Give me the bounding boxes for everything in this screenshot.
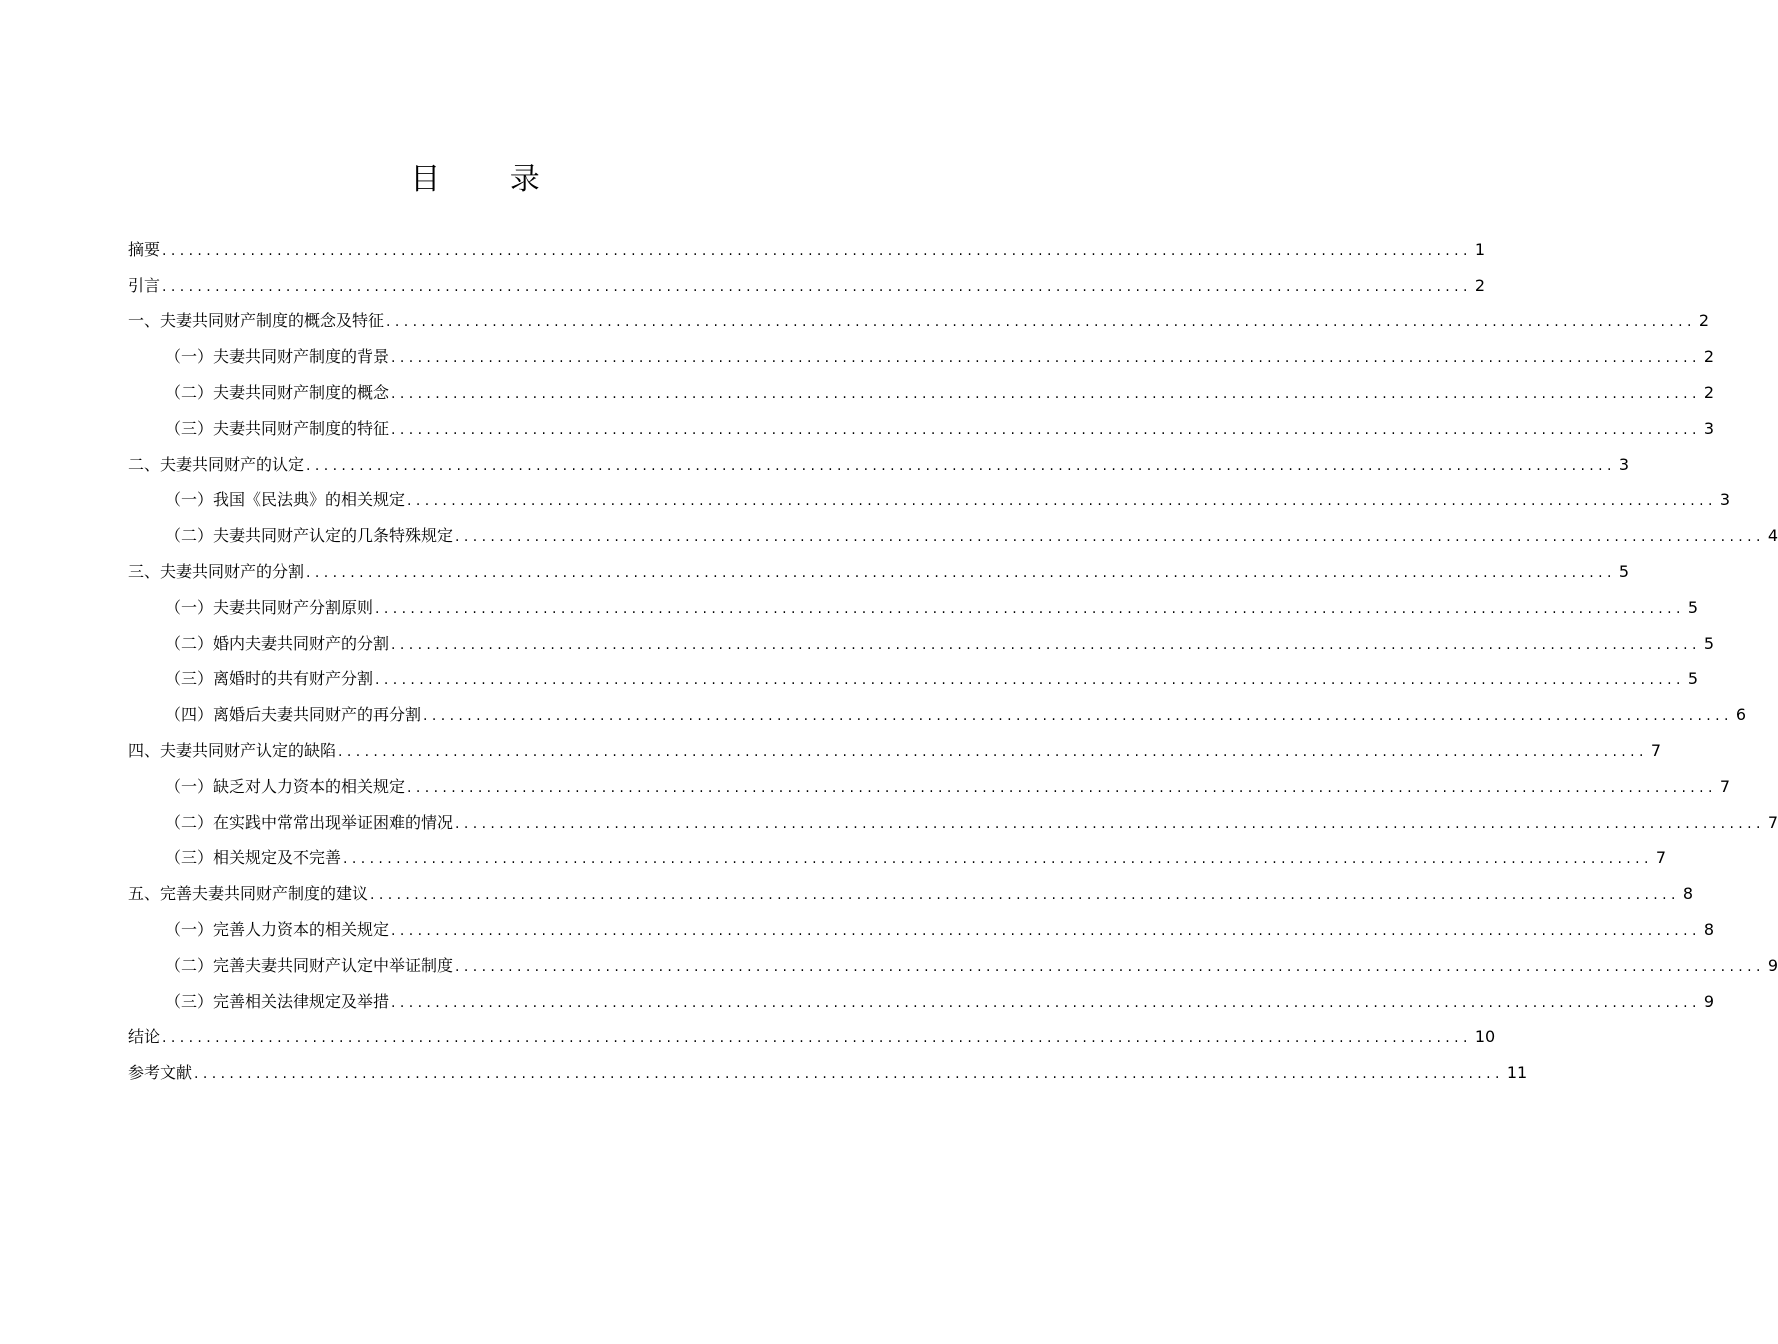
toc-entry-label: 二、夫妻共同财产的认定 — [128, 454, 305, 474]
toc-entry[interactable] — [128, 445, 1630, 481]
toc-dot-leader: .................................................................................................................................................... — [370, 887, 1680, 904]
toc-dot-leader: .................................................................................................................................................... — [343, 851, 1653, 868]
toc-entry[interactable] — [128, 552, 1630, 588]
toc-dot-leader: .................................................................................................................................................... — [391, 994, 1701, 1011]
toc-entry[interactable] — [128, 481, 1731, 517]
toc-dot-leader: .................................................................................................................................................... — [391, 350, 1701, 367]
toc-entry[interactable] — [128, 624, 1715, 660]
toc-entry[interactable] — [128, 588, 1699, 624]
toc-entry-page-number: 3 — [1719, 490, 1731, 510]
toc-entry-page-number: 11 — [1506, 1063, 1528, 1083]
toc-entry-label: （三）相关规定及不完善 — [165, 848, 342, 868]
toc-entry-page-number: 8 — [1703, 919, 1715, 939]
toc-entry[interactable] — [128, 946, 1778, 982]
toc-entry-label: 摘要 — [128, 239, 161, 259]
toc-entry-page-number: 6 — [1735, 705, 1747, 725]
toc-entry-label: 一、夫妻共同财产制度的概念及特征 — [128, 311, 385, 331]
toc-entry[interactable] — [128, 839, 1667, 875]
toc-dot-leader: .................................................................................................................................................... — [423, 708, 1733, 725]
toc-dot-leader: .................................................................................................................................................... — [391, 922, 1701, 939]
toc-entry-page-number: 5 — [1703, 633, 1715, 653]
toc-dot-leader: .................................................................................................................................................... — [455, 529, 1765, 546]
toc-entry[interactable] — [128, 982, 1715, 1018]
toc-entry-label: （二）婚内夫妻共同财产的分割 — [165, 633, 390, 653]
toc-entry-label: 参考文献 — [128, 1063, 193, 1083]
toc-entry-label: （一）我国《民法典》的相关规定 — [165, 490, 406, 510]
toc-entry-label: 三、夫妻共同财产的分割 — [128, 561, 305, 581]
toc-entry-page-number: 5 — [1687, 669, 1699, 689]
toc-entry-page-number: 7 — [1719, 776, 1731, 796]
toc-title: 目 录 — [410, 162, 570, 197]
toc-entry-page-number: 2 — [1698, 311, 1710, 331]
toc-entry-page-number: 8 — [1682, 884, 1694, 904]
toc-entry[interactable] — [128, 874, 1694, 910]
toc-entry-label: （二）夫妻共同财产制度的概念 — [165, 382, 390, 402]
toc-entry-label: （一）缺乏对人力资本的相关规定 — [165, 776, 406, 796]
toc-entry-label: （三）夫妻共同财产制度的特征 — [165, 418, 390, 438]
toc-entry-label: （一）夫妻共同财产制度的背景 — [165, 347, 390, 367]
toc-entry-label: 引言 — [128, 275, 161, 295]
toc-dot-leader: .................................................................................................................................................... — [391, 385, 1701, 402]
toc-entry-label: （二）夫妻共同财产认定的几条特殊规定 — [165, 526, 454, 546]
toc-entry-page-number: 7 — [1655, 848, 1667, 868]
toc-entry-label: （二）完善夫妻共同财产认定中举证制度 — [165, 955, 454, 975]
toc-entry[interactable] — [128, 1018, 1496, 1054]
toc-entry-page-number: 5 — [1687, 597, 1699, 617]
toc-entry[interactable] — [128, 337, 1715, 373]
toc-entry-page-number: 5 — [1618, 561, 1630, 581]
toc-dot-leader: .................................................................................................................................................... — [162, 1030, 1472, 1047]
toc-entry-label: （三）离婚时的共有财产分割 — [165, 669, 374, 689]
toc-entry-page-number: 10 — [1474, 1027, 1496, 1047]
toc-entry[interactable] — [128, 516, 1778, 552]
toc-dot-leader: .................................................................................................................................................... — [162, 278, 1472, 295]
toc-entry-page-number: 3 — [1703, 418, 1715, 438]
toc-dot-leader: .................................................................................................................................................... — [306, 564, 1616, 581]
toc-dot-leader: .................................................................................................................................................... — [194, 1066, 1504, 1083]
toc-entry[interactable] — [128, 803, 1778, 839]
toc-entry-page-number: 9 — [1703, 991, 1715, 1011]
toc-entry-label: （四）离婚后夫妻共同财产的再分割 — [165, 705, 422, 725]
toc-dot-leader: .................................................................................................................................................... — [407, 779, 1717, 796]
toc-entry-label: （二）在实践中常常出现举证困难的情况 — [165, 812, 454, 832]
toc-dot-leader: .................................................................................................................................................... — [455, 815, 1765, 832]
toc-entry[interactable] — [128, 767, 1731, 803]
toc-dot-leader: .................................................................................................................................................... — [455, 958, 1765, 975]
toc-entry-page-number: 3 — [1618, 454, 1630, 474]
toc-dot-leader: .................................................................................................................................................... — [391, 421, 1701, 438]
toc-entry[interactable] — [128, 266, 1486, 302]
toc-entry-page-number: 1 — [1474, 239, 1486, 259]
toc-entry-page-number: 9 — [1767, 955, 1778, 975]
toc-entry-page-number: 7 — [1767, 812, 1778, 832]
toc-entry-page-number: 4 — [1767, 526, 1778, 546]
toc-entry-label: 结论 — [128, 1027, 161, 1047]
toc-entry-label: （一）完善人力资本的相关规定 — [165, 919, 390, 939]
toc-entry-label: （三）完善相关法律规定及举措 — [165, 991, 390, 1011]
toc-entry-page-number: 2 — [1703, 347, 1715, 367]
toc-entry[interactable] — [128, 230, 1486, 266]
toc-dot-leader: .................................................................................................................................................... — [407, 493, 1717, 510]
toc-entry[interactable] — [128, 373, 1715, 409]
toc-entry[interactable] — [128, 731, 1662, 767]
toc-entry-page-number: 7 — [1650, 740, 1662, 760]
toc-entry-label: 五、完善夫妻共同财产制度的建议 — [128, 884, 369, 904]
toc-entry[interactable] — [128, 660, 1699, 696]
toc-entry[interactable] — [128, 695, 1747, 731]
toc-entry-label: 四、夫妻共同财产认定的缺陷 — [128, 740, 337, 760]
toc-dot-leader: .................................................................................................................................................... — [386, 314, 1696, 331]
toc-entry-label: （一）夫妻共同财产分割原则 — [165, 597, 374, 617]
table-of-contents — [128, 230, 1778, 1089]
toc-entry[interactable] — [128, 1053, 1528, 1089]
toc-dot-leader: .................................................................................................................................................... — [162, 242, 1472, 259]
toc-dot-leader: .................................................................................................................................................... — [306, 457, 1616, 474]
toc-entry[interactable] — [128, 910, 1715, 946]
toc-dot-leader: .................................................................................................................................................... — [338, 743, 1648, 760]
toc-entry-page-number: 2 — [1474, 275, 1486, 295]
toc-entry[interactable] — [128, 409, 1715, 445]
toc-entry[interactable] — [128, 302, 1710, 338]
toc-entry-page-number: 2 — [1703, 382, 1715, 402]
toc-dot-leader: .................................................................................................................................................... — [375, 672, 1685, 689]
toc-dot-leader: .................................................................................................................................................... — [375, 600, 1685, 617]
toc-dot-leader: .................................................................................................................................................... — [391, 636, 1701, 653]
